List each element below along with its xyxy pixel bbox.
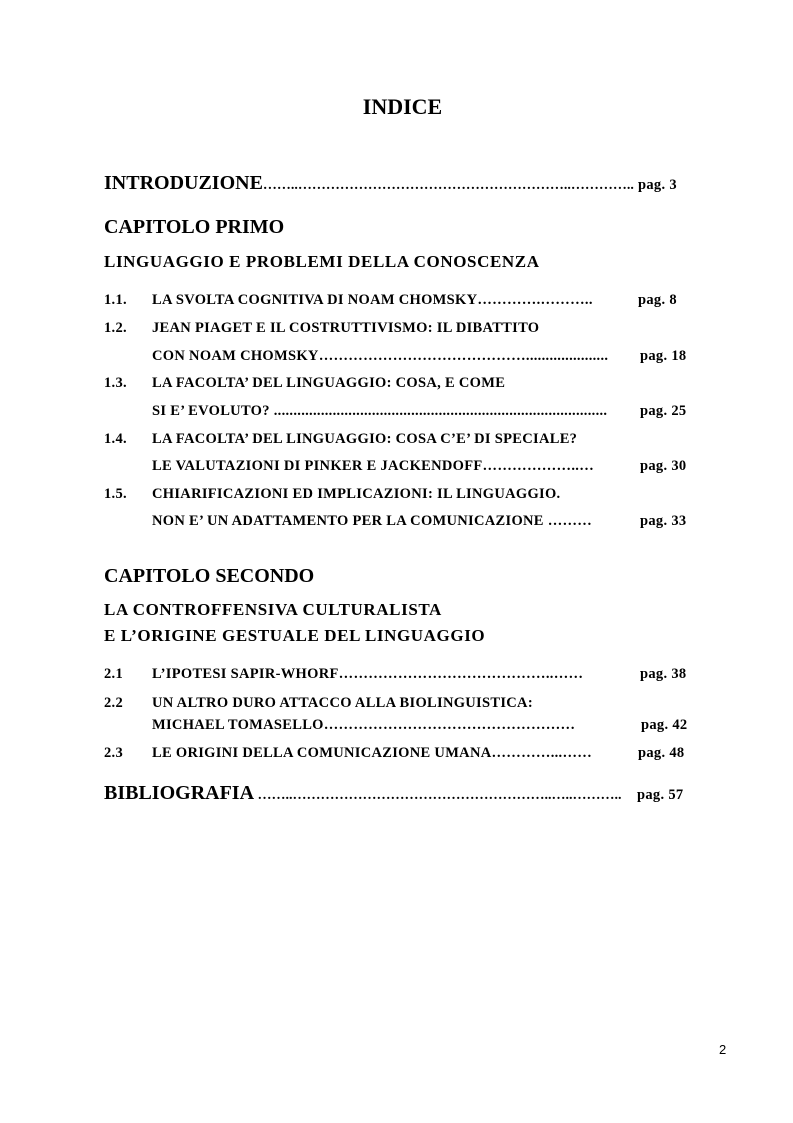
toc-entry-page: pag. 25: [640, 403, 687, 419]
introduzione-page: pag. 3: [638, 177, 677, 193]
toc-entry-1-1[interactable]: LA SVOLTA COGNITIVA DI NOAM CHOMSKY………….………..: [152, 292, 593, 308]
toc-entry-page: pag. 30: [640, 458, 687, 474]
bibliografia-dots: ……..………………………………………………..…..………..: [254, 788, 622, 803]
toc-bibliografia[interactable]: [104, 782, 622, 805]
toc-entry-page: pag. 48: [638, 745, 685, 761]
toc-entry-1-5[interactable]: CHIARIFICAZIONI ED IMPLICAZIONI: IL LINGUAGGIO.: [152, 486, 561, 502]
capitolo-primo-subtitle: LINGUAGGIO E PROBLEMI DELLA CONOSCENZA: [104, 252, 540, 271]
toc-entry-number: 2.2: [104, 695, 124, 711]
toc-entry-page: pag. 42: [641, 717, 688, 733]
page-title: INDICE: [362, 94, 443, 119]
toc-entry-1-2-cont[interactable]: CON NOAM CHOMSKY…………………………………….....................: [152, 348, 609, 364]
toc-entry-number: 1.4.: [104, 431, 127, 447]
toc-entry-number: 1.3.: [104, 375, 127, 391]
capitolo-secondo-heading: CAPITOLO SECONDO: [104, 565, 315, 587]
bibliografia-label: BIBLIOGRAFIA: [104, 782, 255, 804]
toc-entry-1-3-cont[interactable]: SI E’ EVOLUTO? .....................................................................................: [152, 403, 608, 419]
capitolo-secondo-subtitle-cont: E L’ORIGINE GESTUALE DEL LINGUAGGIO: [104, 626, 486, 645]
toc-entry-number: 1.5.: [104, 486, 127, 502]
toc-entry-page: pag. 33: [640, 513, 687, 529]
toc-entry-1-3[interactable]: LA FACOLTA’ DEL LINGUAGGIO: COSA, E COME: [152, 375, 506, 391]
page-number: 2: [719, 1042, 727, 1057]
toc-entry-1-5-cont[interactable]: NON E’ UN ADATTAMENTO PER LA COMUNICAZIONE ………: [152, 513, 593, 529]
capitolo-secondo-subtitle: LA CONTROFFENSIVA CULTURALISTA: [104, 600, 442, 619]
toc-entry-2-3[interactable]: LE ORIGINI DELLA COMUNICAZIONE UMANA…………...……: [152, 745, 593, 761]
toc-entry-2-1[interactable]: L’IPOTESI SAPIR-WHORF……………………………………..……: [152, 666, 584, 682]
toc-entry-number: 1.1.: [104, 292, 127, 308]
toc-entry-page: pag. 38: [640, 666, 687, 682]
toc-entry-number: 1.2.: [104, 320, 127, 336]
toc-entry-1-2[interactable]: JEAN PIAGET E IL COSTRUTTIVISMO: IL DIBATTITO: [152, 320, 540, 336]
toc-entry-number: 2.3: [104, 745, 124, 761]
toc-entry-page: pag. 18: [640, 348, 687, 364]
toc-entry-2-2[interactable]: UN ALTRO DURO ATTACCO ALLA BIOLINGUISTICA:: [152, 695, 533, 711]
toc-entry-2-2-cont[interactable]: MICHAEL TOMASELLO……………………………………………: [152, 717, 576, 733]
capitolo-primo-heading: CAPITOLO PRIMO: [104, 216, 285, 238]
toc-entry-1-4-cont[interactable]: LE VALUTAZIONI DI PINKER E JACKENDOFF………………..…: [152, 458, 595, 474]
toc-entry-number: 2.1: [104, 666, 124, 682]
toc-entry-page: pag. 8: [638, 292, 677, 308]
introduzione-dots: ……..…………………………………………………..…………..: [262, 178, 634, 193]
toc-introduzione[interactable]: [104, 172, 634, 195]
bibliografia-page: pag. 57: [637, 787, 684, 803]
introduzione-label: INTRODUZIONE: [104, 172, 263, 194]
toc-entry-1-4[interactable]: LA FACOLTA’ DEL LINGUAGGIO: COSA C’E’ DI SPECIALE?: [152, 431, 578, 447]
